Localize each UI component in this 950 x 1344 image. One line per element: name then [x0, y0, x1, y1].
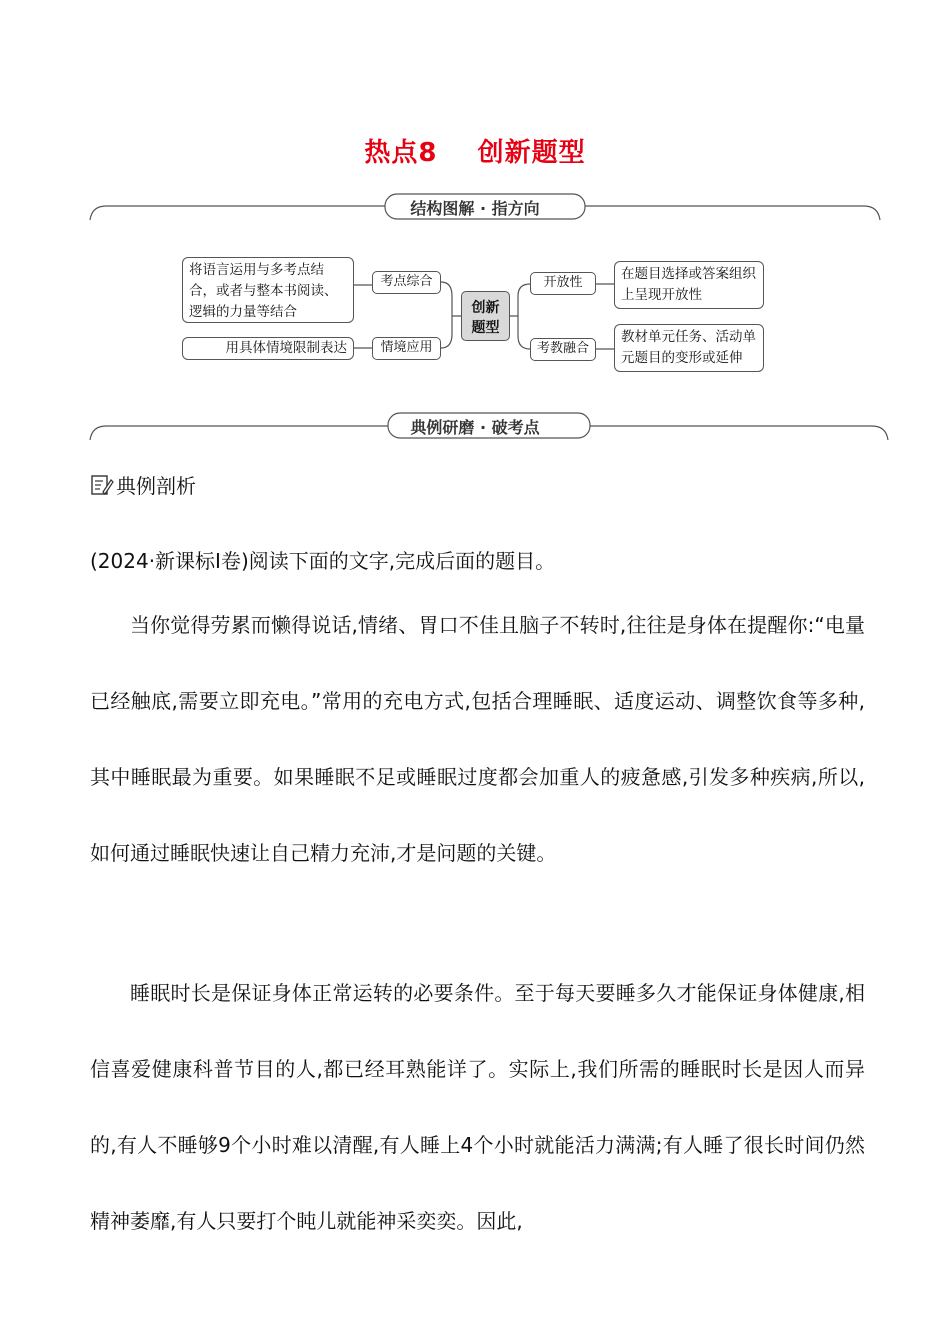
- question-source: (2024·新课标Ⅰ卷)阅读下面的文字,完成后面的题目。: [90, 549, 556, 573]
- mindmap-tag-qingjing: 情境应用: [372, 337, 441, 360]
- title-hotspot: 热点8: [364, 138, 438, 168]
- mindmap-center: 创新 题型: [461, 291, 510, 341]
- title-topic: 创新题型: [477, 138, 586, 168]
- banner-structure-label: 结构图解 · 指方向: [410, 199, 540, 218]
- passage-paragraph-1: 当你觉得劳累而懒得说话,情绪、胃口不佳且脑子不转时,往往是身体在提醒你:“电量已经触底,需要立即充电。”常用的充电方式,包括合理睡眠、适度运动、调整饮食等多种,其中睡眠最为重要。如果睡眠不足或睡眠过度都会加重人的疲惫感,引发多种疾病,所以,如何通过睡眠快速让自己精力充沛,才是问题的关键。: [90, 613, 865, 865]
- mindmap-tag-kaifang: 开放性: [530, 272, 596, 295]
- mindmap-tag-kaojiao: 考教融合: [530, 338, 596, 361]
- section-heading: [90, 470, 196, 499]
- banner-examples-label: 典例研磨 · 破考点: [410, 418, 540, 437]
- mindmap-right-text-2: 教材单元任务、活动单元题目的变形或延伸: [614, 324, 764, 372]
- mindmap-right-text-1: 在题目选择或答案组织上呈现开放性: [614, 261, 764, 309]
- section-heading-label: 典例剖析: [116, 474, 196, 498]
- passage-paragraph-2: 睡眠时长是保证身体正常运转的必要条件。至于每天要睡多久才能保证身体健康,相信喜爱健康科普节目的人,都已经耳熟能详了。实际上,我们所需的睡眠时长是因人而异的,有人不睡够9个小时难以清醒,有人睡上4个小时就能活力满满;有人睡了很长时间仍然精神萎靡,有人只要打个盹儿就能神采奕奕。因此,: [90, 981, 865, 1233]
- mindmap-tag-kaodian: 考点综合: [372, 271, 441, 294]
- mindmap-left-text-2: 用具体情境限制表达: [182, 337, 354, 360]
- edit-note-icon: [90, 473, 114, 497]
- mindmap-left-text-1: 将语言运用与多考点结合，或者与整本书阅读、逻辑的力量等结合: [182, 257, 354, 323]
- section-banner-examples: [0, 408, 950, 448]
